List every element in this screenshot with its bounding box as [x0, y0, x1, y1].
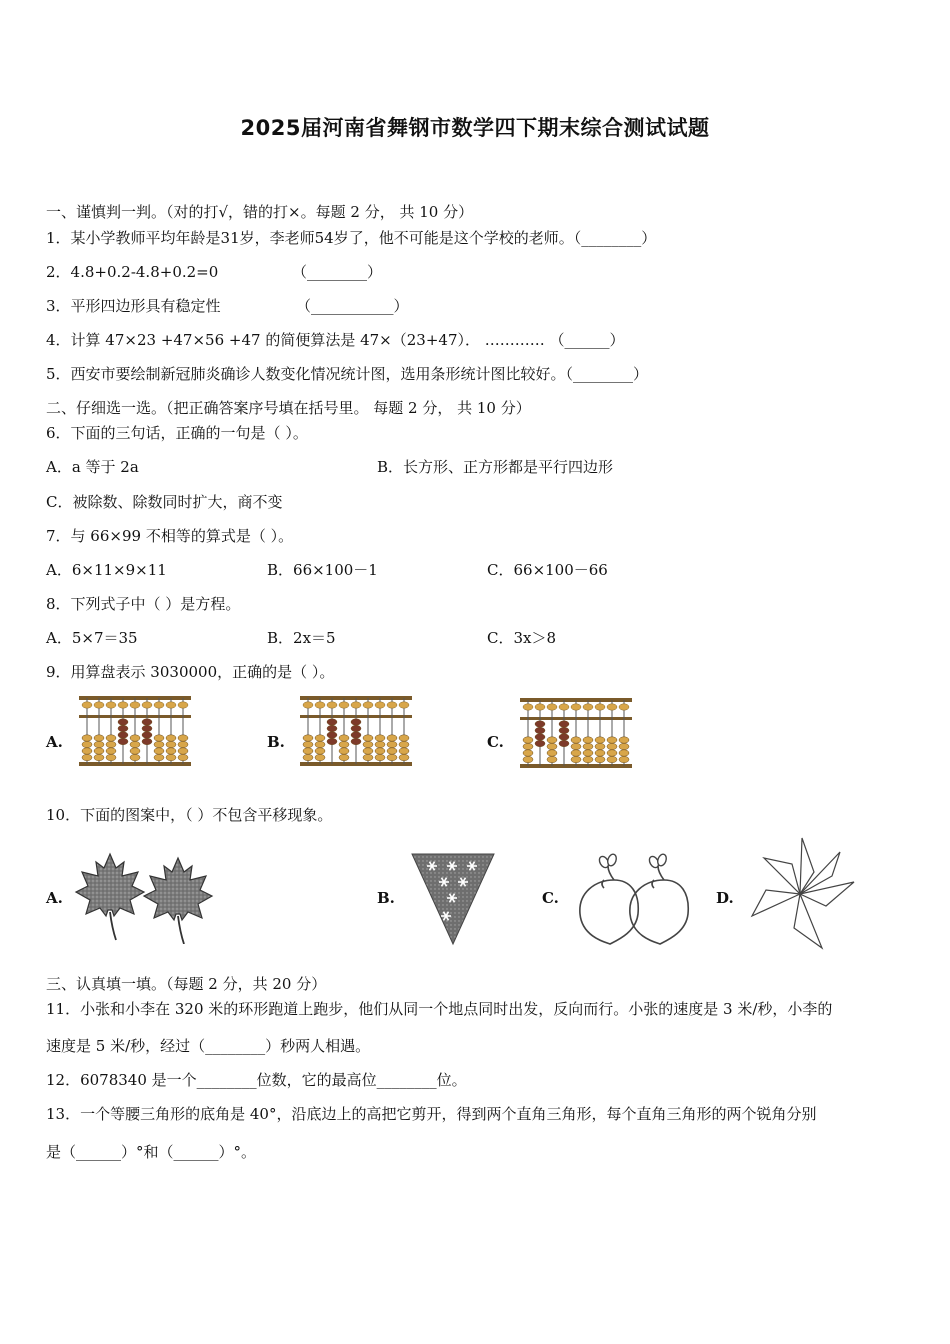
maple-leaves-image	[74, 852, 216, 944]
abacus-b-image	[298, 694, 416, 768]
question-5: 5．西安市要绘制新冠肺炎确诊人数变化情况统计图，选用条形统计图比较好。（________）	[46, 365, 649, 383]
question-3-blank: （___________）	[296, 297, 409, 315]
question-8-option-a: A．5×7＝35	[46, 629, 138, 647]
question-7-option-a: A．6×11×9×11	[46, 561, 167, 579]
question-10-label-a: A.	[46, 889, 63, 907]
hearts-image	[574, 852, 696, 948]
question-10: 10．下面的图案中，（ ）不包含平移现象。	[46, 806, 333, 824]
question-11-line-1: 11．小张和小李在 320 米的环形跑道上跑步，他们从同一个地点同时出发，反向而行。小张的速度是 3 米/秒，小李的	[46, 1000, 833, 1018]
question-7-option-b: B．66×100－1	[267, 561, 378, 579]
question-9: 9．用算盘表示 3030000，正确的是（ ）。	[46, 663, 335, 681]
section1-heading: 一、谨慎判一判。（对的打√，错的打×。每题 2 分， 共 10 分）	[46, 203, 474, 221]
question-6-option-c: C．被除数、除数同时扩大，商不变	[46, 493, 283, 511]
abacus-a-image	[77, 694, 195, 768]
question-6: 6．下面的三句话，正确的一句是（ ）。	[46, 424, 308, 442]
question-2-text: 2．4.8+0.2-4.8+0.2=0	[46, 263, 219, 281]
snowflake-triangle-image	[410, 852, 496, 946]
section2-heading: 二、仔细选一选。（把正确答案序号填在括号里。 每题 2 分， 共 10 分）	[46, 399, 531, 417]
question-7-option-c: C．66×100－66	[487, 561, 608, 579]
question-7: 7．与 66×99 不相等的算式是（ ）。	[46, 527, 294, 545]
page-title: 2025届河南省舞钢市数学四下期末综合测试试题	[240, 116, 710, 140]
question-9-label-a: A.	[46, 733, 63, 751]
question-13-line-1: 13．一个等腰三角形的底角是 40°，沿底边上的高把它剪开，得到两个直角三角形，每个直角三角形的两个锐角分别	[46, 1105, 817, 1123]
pinwheel-image	[748, 836, 858, 952]
question-6-option-b: B．长方形、正方形都是平行四边形	[377, 458, 614, 476]
question-10-label-b: B.	[377, 889, 395, 907]
question-8-option-c: C．3x＞8	[487, 629, 557, 647]
question-6-option-a: A．a 等于 2a	[46, 458, 139, 476]
section3-heading: 三、认真填一填。（每题 2 分，共 20 分）	[46, 975, 327, 993]
abacus-c-image	[518, 696, 636, 770]
question-4: 4．计算 47×23 +47×56 +47 的简便算法是 47×（23+47）． ………… （______）	[46, 331, 625, 349]
question-2-blank: （________）	[292, 263, 383, 281]
question-3-text: 3．平形四边形具有稳定性	[46, 297, 221, 315]
question-8: 8．下列式子中（ ）是方程。	[46, 595, 241, 613]
question-12: 12．6078340 是一个________位数，它的最高位________位。	[46, 1071, 467, 1089]
question-1: 1．某小学教师平均年龄是31岁，李老师54岁了，他不可能是这个学校的老师。（________）	[46, 229, 657, 247]
question-10-label-d: D.	[716, 889, 734, 907]
question-13-line-2: 是（______）°和（______）°。	[46, 1143, 257, 1161]
question-8-option-b: B．2x＝5	[267, 629, 336, 647]
question-9-label-c: C.	[487, 733, 504, 751]
question-10-label-c: C.	[542, 889, 559, 907]
question-9-label-b: B.	[267, 733, 285, 751]
question-11-line-2: 速度是 5 米/秒，经过（________）秒两人相遇。	[46, 1037, 371, 1055]
